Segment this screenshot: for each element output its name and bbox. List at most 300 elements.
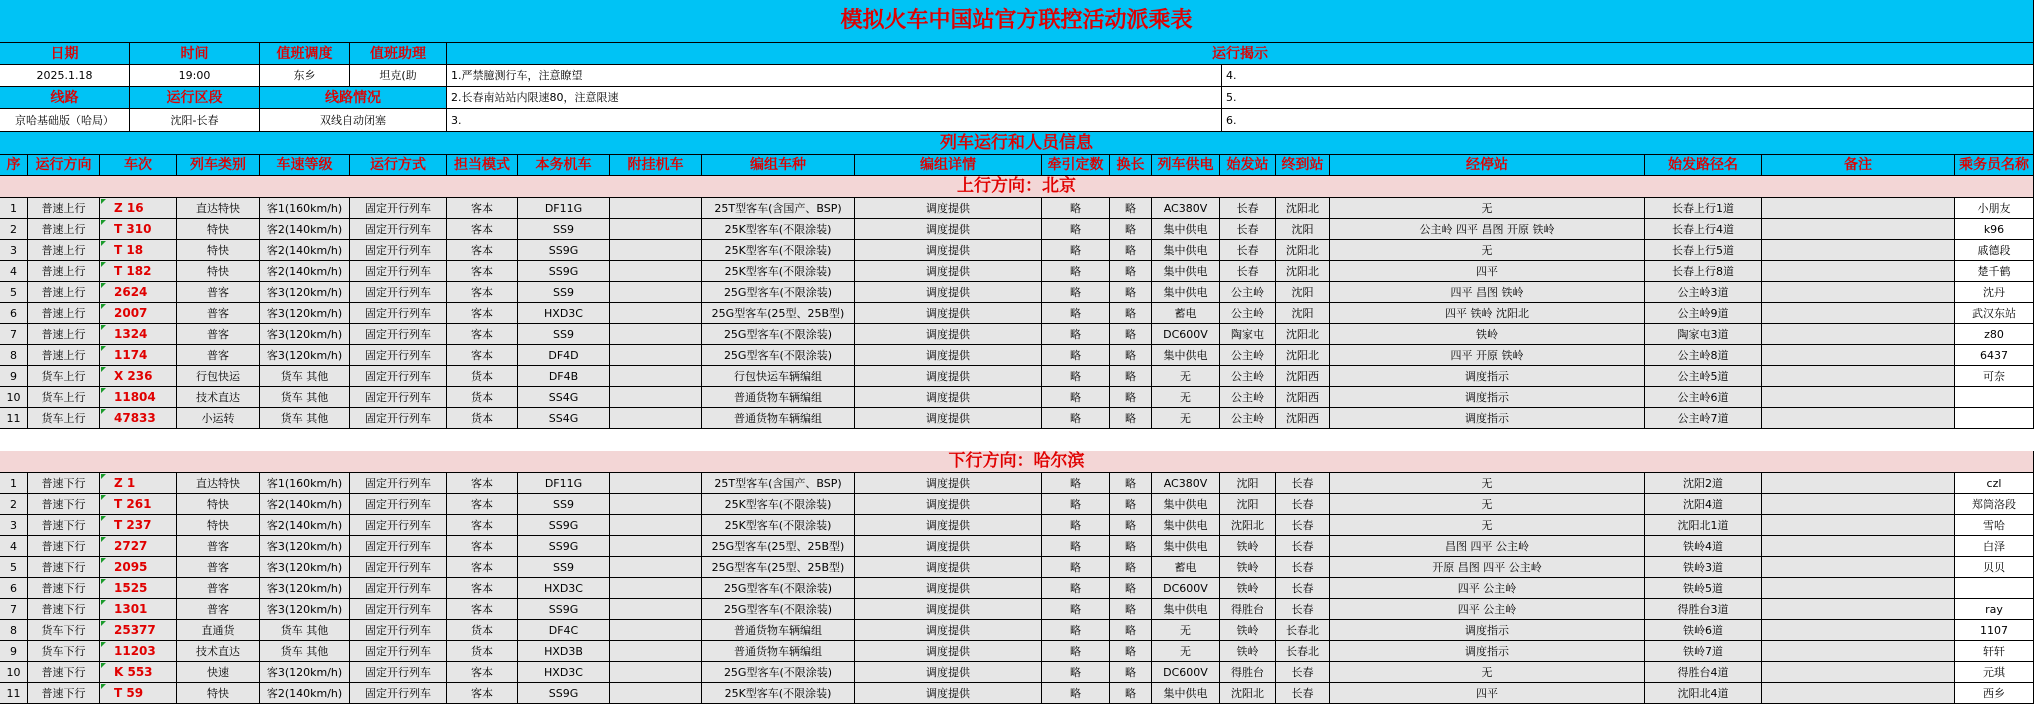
cell-duty-mode[interactable]: 货本 bbox=[447, 408, 518, 429]
cell-train-class[interactable]: 技术直达 bbox=[177, 641, 260, 662]
cell-power-supply[interactable]: 集中供电 bbox=[1152, 515, 1220, 536]
cell-length[interactable]: 略 bbox=[1110, 683, 1152, 704]
cell-seq[interactable]: 10 bbox=[0, 662, 28, 683]
cell-train-class[interactable]: 普客 bbox=[177, 578, 260, 599]
cell-seq[interactable]: 5 bbox=[0, 282, 28, 303]
time-value[interactable]: 19:00 bbox=[130, 65, 260, 87]
cell-direction[interactable]: 普速下行 bbox=[28, 662, 100, 683]
cell-run-mode[interactable]: 固定开行列车 bbox=[350, 557, 447, 578]
cell-duty-mode[interactable]: 客本 bbox=[447, 240, 518, 261]
cell-duty-mode[interactable]: 客本 bbox=[447, 536, 518, 557]
cell-extra-loco[interactable] bbox=[610, 303, 702, 324]
cell-direction[interactable]: 普速上行 bbox=[28, 345, 100, 366]
cell-consist-detail[interactable]: 调度提供 bbox=[855, 240, 1042, 261]
cell-stops[interactable]: 四平 开原 铁岭 bbox=[1330, 345, 1645, 366]
cell-direction[interactable]: 普速下行 bbox=[28, 473, 100, 494]
cell-origin[interactable]: 公主岭 bbox=[1220, 387, 1276, 408]
cell-consist-type[interactable]: 25K型客车(不限涂装) bbox=[702, 261, 855, 282]
cell-train-class[interactable]: 普客 bbox=[177, 536, 260, 557]
cell-origin-track[interactable]: 陶家屯3道 bbox=[1645, 324, 1762, 345]
cell-origin[interactable]: 公主岭 bbox=[1220, 366, 1276, 387]
cell-consist-type[interactable]: 25G型客车(25型、25B型) bbox=[702, 303, 855, 324]
cell-origin-track[interactable]: 铁岭3道 bbox=[1645, 557, 1762, 578]
cell-remarks[interactable] bbox=[1762, 557, 1955, 578]
cell-terminal[interactable]: 长春 bbox=[1276, 578, 1330, 599]
cell-seq[interactable]: 3 bbox=[0, 515, 28, 536]
cell-power-supply[interactable]: 集中供电 bbox=[1152, 240, 1220, 261]
cell-direction[interactable]: 普速上行 bbox=[28, 198, 100, 219]
cell-duty-mode[interactable]: 货本 bbox=[447, 641, 518, 662]
cell-direction[interactable]: 货车上行 bbox=[28, 387, 100, 408]
cell-length[interactable]: 略 bbox=[1110, 324, 1152, 345]
cell-origin-track[interactable]: 得胜台3道 bbox=[1645, 599, 1762, 620]
cell-remarks[interactable] bbox=[1762, 515, 1955, 536]
cell-consist-detail[interactable]: 调度提供 bbox=[855, 345, 1042, 366]
cell-crew-name[interactable]: 沈丹 bbox=[1955, 282, 2034, 303]
cell-origin[interactable]: 铁岭 bbox=[1220, 620, 1276, 641]
cell-crew-name[interactable]: 武汉东站 bbox=[1955, 303, 2034, 324]
cell-power-supply[interactable]: AC380V bbox=[1152, 473, 1220, 494]
cell-direction[interactable]: 货车下行 bbox=[28, 620, 100, 641]
cell-duty-mode[interactable]: 货本 bbox=[447, 620, 518, 641]
cell-terminal[interactable]: 长春 bbox=[1276, 494, 1330, 515]
cell-origin[interactable]: 沈阳北 bbox=[1220, 683, 1276, 704]
cell-extra-loco[interactable] bbox=[610, 662, 702, 683]
cell-main-loco[interactable]: SS9 bbox=[518, 557, 610, 578]
cell-train-no[interactable]: T 310 bbox=[100, 219, 177, 240]
cell-run-mode[interactable]: 固定开行列车 bbox=[350, 282, 447, 303]
cell-tonnage[interactable]: 略 bbox=[1042, 662, 1110, 683]
cell-origin-track[interactable]: 长春上行1道 bbox=[1645, 198, 1762, 219]
cell-run-mode[interactable]: 固定开行列车 bbox=[350, 198, 447, 219]
cell-consist-type[interactable]: 25G型客车(不限涂装) bbox=[702, 282, 855, 303]
cell-remarks[interactable] bbox=[1762, 683, 1955, 704]
cell-seq[interactable]: 4 bbox=[0, 536, 28, 557]
cell-train-class[interactable]: 特快 bbox=[177, 515, 260, 536]
cell-origin[interactable]: 铁岭 bbox=[1220, 641, 1276, 662]
cell-tonnage[interactable]: 略 bbox=[1042, 219, 1110, 240]
cell-train-no[interactable]: T 182 bbox=[100, 261, 177, 282]
cell-train-no[interactable]: T 237 bbox=[100, 515, 177, 536]
cell-main-loco[interactable]: SS9G bbox=[518, 683, 610, 704]
cell-run-mode[interactable]: 固定开行列车 bbox=[350, 303, 447, 324]
cell-run-mode[interactable]: 固定开行列车 bbox=[350, 240, 447, 261]
cell-direction[interactable]: 普速下行 bbox=[28, 683, 100, 704]
cell-train-no[interactable]: 1525 bbox=[100, 578, 177, 599]
cell-tonnage[interactable]: 略 bbox=[1042, 303, 1110, 324]
cell-terminal[interactable]: 沈阳西 bbox=[1276, 387, 1330, 408]
cell-consist-detail[interactable]: 调度提供 bbox=[855, 324, 1042, 345]
cell-main-loco[interactable]: DF11G bbox=[518, 198, 610, 219]
cell-crew-name[interactable]: 轩轩 bbox=[1955, 641, 2034, 662]
cell-train-class[interactable]: 技术直达 bbox=[177, 387, 260, 408]
cell-stops[interactable]: 四平 bbox=[1330, 683, 1645, 704]
cell-train-no[interactable]: 1301 bbox=[100, 599, 177, 620]
cell-consist-type[interactable]: 25K型客车(不限涂装) bbox=[702, 683, 855, 704]
cell-consist-detail[interactable]: 调度提供 bbox=[855, 282, 1042, 303]
cell-extra-loco[interactable] bbox=[610, 240, 702, 261]
cell-stops[interactable]: 公主岭 四平 昌图 开原 铁岭 bbox=[1330, 219, 1645, 240]
cell-duty-mode[interactable]: 客本 bbox=[447, 683, 518, 704]
cell-extra-loco[interactable] bbox=[610, 282, 702, 303]
cell-extra-loco[interactable] bbox=[610, 557, 702, 578]
cell-crew-name[interactable]: k96 bbox=[1955, 219, 2034, 240]
cell-crew-name[interactable]: 贝贝 bbox=[1955, 557, 2034, 578]
cell-crew-name[interactable]: 1107 bbox=[1955, 620, 2034, 641]
cell-length[interactable]: 略 bbox=[1110, 240, 1152, 261]
cell-remarks[interactable] bbox=[1762, 219, 1955, 240]
cell-speed-grade[interactable]: 货车 其他 bbox=[260, 620, 350, 641]
cell-main-loco[interactable]: SS4G bbox=[518, 387, 610, 408]
cell-length[interactable]: 略 bbox=[1110, 303, 1152, 324]
cell-seq[interactable]: 1 bbox=[0, 473, 28, 494]
cell-consist-detail[interactable]: 调度提供 bbox=[855, 473, 1042, 494]
cell-power-supply[interactable]: 集中供电 bbox=[1152, 282, 1220, 303]
cell-terminal[interactable]: 沈阳北 bbox=[1276, 240, 1330, 261]
cell-stops[interactable]: 无 bbox=[1330, 473, 1645, 494]
notice-3[interactable]: 3. bbox=[447, 109, 1222, 132]
cell-origin-track[interactable]: 沈阳北1道 bbox=[1645, 515, 1762, 536]
cell-train-class[interactable]: 特快 bbox=[177, 219, 260, 240]
cell-consist-detail[interactable]: 调度提供 bbox=[855, 494, 1042, 515]
cell-origin[interactable]: 公主岭 bbox=[1220, 345, 1276, 366]
cell-extra-loco[interactable] bbox=[610, 198, 702, 219]
cell-extra-loco[interactable] bbox=[610, 473, 702, 494]
cell-origin-track[interactable]: 沈阳4道 bbox=[1645, 494, 1762, 515]
section-value[interactable]: 沈阳-长春 bbox=[130, 109, 260, 132]
cell-speed-grade[interactable]: 客2(140km/h) bbox=[260, 261, 350, 282]
cell-terminal[interactable]: 沈阳北 bbox=[1276, 198, 1330, 219]
cell-origin[interactable]: 得胜台 bbox=[1220, 599, 1276, 620]
cell-speed-grade[interactable]: 客3(120km/h) bbox=[260, 578, 350, 599]
cell-tonnage[interactable]: 略 bbox=[1042, 345, 1110, 366]
cell-main-loco[interactable]: SS9 bbox=[518, 219, 610, 240]
cell-power-supply[interactable]: 无 bbox=[1152, 387, 1220, 408]
cell-train-class[interactable]: 特快 bbox=[177, 240, 260, 261]
cell-stops[interactable]: 四平 昌图 铁岭 bbox=[1330, 282, 1645, 303]
cell-train-no[interactable]: 11804 bbox=[100, 387, 177, 408]
cell-origin-track[interactable]: 公主岭3道 bbox=[1645, 282, 1762, 303]
cell-tonnage[interactable]: 略 bbox=[1042, 473, 1110, 494]
cell-length[interactable]: 略 bbox=[1110, 515, 1152, 536]
cell-stops[interactable]: 开原 昌图 四平 公主岭 bbox=[1330, 557, 1645, 578]
cell-seq[interactable]: 7 bbox=[0, 324, 28, 345]
cell-crew-name[interactable] bbox=[1955, 408, 2034, 429]
cell-speed-grade[interactable]: 客1(160km/h) bbox=[260, 198, 350, 219]
cell-stops[interactable]: 调度指示 bbox=[1330, 366, 1645, 387]
cell-crew-name[interactable]: 戚德段 bbox=[1955, 240, 2034, 261]
cell-origin-track[interactable]: 长春上行5道 bbox=[1645, 240, 1762, 261]
cell-run-mode[interactable]: 固定开行列车 bbox=[350, 620, 447, 641]
cell-consist-type[interactable]: 25K型客车(不限涂装) bbox=[702, 219, 855, 240]
cell-origin-track[interactable]: 长春上行8道 bbox=[1645, 261, 1762, 282]
cell-train-class[interactable]: 普客 bbox=[177, 303, 260, 324]
cell-train-no[interactable]: 2095 bbox=[100, 557, 177, 578]
notice-2[interactable]: 2.长春南站站内限速80，注意限速 bbox=[447, 87, 1222, 109]
cell-length[interactable]: 略 bbox=[1110, 366, 1152, 387]
notice-6[interactable]: 6. bbox=[1222, 109, 2034, 132]
cell-tonnage[interactable]: 略 bbox=[1042, 641, 1110, 662]
cell-consist-detail[interactable]: 调度提供 bbox=[855, 599, 1042, 620]
cell-tonnage[interactable]: 略 bbox=[1042, 324, 1110, 345]
cell-remarks[interactable] bbox=[1762, 387, 1955, 408]
cell-power-supply[interactable]: AC380V bbox=[1152, 198, 1220, 219]
cell-length[interactable]: 略 bbox=[1110, 536, 1152, 557]
cell-stops[interactable]: 无 bbox=[1330, 494, 1645, 515]
cell-remarks[interactable] bbox=[1762, 494, 1955, 515]
cell-tonnage[interactable]: 略 bbox=[1042, 494, 1110, 515]
cell-crew-name[interactable]: z80 bbox=[1955, 324, 2034, 345]
cell-origin[interactable]: 长春 bbox=[1220, 219, 1276, 240]
notice-4[interactable]: 4. bbox=[1222, 65, 2034, 87]
cell-remarks[interactable] bbox=[1762, 345, 1955, 366]
cell-length[interactable]: 略 bbox=[1110, 494, 1152, 515]
cell-train-class[interactable]: 特快 bbox=[177, 494, 260, 515]
cell-seq[interactable]: 6 bbox=[0, 303, 28, 324]
cell-main-loco[interactable]: DF11G bbox=[518, 473, 610, 494]
cell-main-loco[interactable]: HXD3B bbox=[518, 641, 610, 662]
cell-train-no[interactable]: 25377 bbox=[100, 620, 177, 641]
cell-run-mode[interactable]: 固定开行列车 bbox=[350, 515, 447, 536]
cell-stops[interactable]: 调度指示 bbox=[1330, 641, 1645, 662]
cell-speed-grade[interactable]: 客3(120km/h) bbox=[260, 324, 350, 345]
cell-stops[interactable]: 昌图 四平 公主岭 bbox=[1330, 536, 1645, 557]
cell-power-supply[interactable]: 集中供电 bbox=[1152, 494, 1220, 515]
cell-train-no[interactable]: Z 16 bbox=[100, 198, 177, 219]
cell-consist-detail[interactable]: 调度提供 bbox=[855, 536, 1042, 557]
cell-power-supply[interactable]: 蓄电 bbox=[1152, 303, 1220, 324]
cell-power-supply[interactable]: 集中供电 bbox=[1152, 536, 1220, 557]
cell-consist-detail[interactable]: 调度提供 bbox=[855, 261, 1042, 282]
cell-speed-grade[interactable]: 货车 其他 bbox=[260, 641, 350, 662]
cell-speed-grade[interactable]: 客3(120km/h) bbox=[260, 282, 350, 303]
cell-tonnage[interactable]: 略 bbox=[1042, 557, 1110, 578]
cell-tonnage[interactable]: 略 bbox=[1042, 282, 1110, 303]
cell-power-supply[interactable]: 无 bbox=[1152, 620, 1220, 641]
cell-consist-detail[interactable]: 调度提供 bbox=[855, 620, 1042, 641]
cell-length[interactable]: 略 bbox=[1110, 345, 1152, 366]
cell-duty-mode[interactable]: 客本 bbox=[447, 494, 518, 515]
cell-length[interactable]: 略 bbox=[1110, 662, 1152, 683]
cell-train-class[interactable]: 直达特快 bbox=[177, 473, 260, 494]
cell-train-no[interactable]: T 59 bbox=[100, 683, 177, 704]
cell-run-mode[interactable]: 固定开行列车 bbox=[350, 408, 447, 429]
cell-crew-name[interactable]: 西乡 bbox=[1955, 683, 2034, 704]
cell-train-no[interactable]: 1174 bbox=[100, 345, 177, 366]
cell-consist-type[interactable]: 25G型客车(不限涂装) bbox=[702, 599, 855, 620]
cell-remarks[interactable] bbox=[1762, 198, 1955, 219]
cell-power-supply[interactable]: 蓄电 bbox=[1152, 557, 1220, 578]
cell-terminal[interactable]: 沈阳 bbox=[1276, 282, 1330, 303]
cell-seq[interactable]: 1 bbox=[0, 198, 28, 219]
cell-power-supply[interactable]: 集中供电 bbox=[1152, 345, 1220, 366]
cell-crew-name[interactable]: 雪哈 bbox=[1955, 515, 2034, 536]
cell-train-no[interactable]: X 236 bbox=[100, 366, 177, 387]
cell-run-mode[interactable]: 固定开行列车 bbox=[350, 345, 447, 366]
cell-extra-loco[interactable] bbox=[610, 366, 702, 387]
cell-terminal[interactable]: 长春 bbox=[1276, 557, 1330, 578]
cell-extra-loco[interactable] bbox=[610, 683, 702, 704]
cell-run-mode[interactable]: 固定开行列车 bbox=[350, 536, 447, 557]
cell-duty-mode[interactable]: 客本 bbox=[447, 578, 518, 599]
cell-duty-mode[interactable]: 客本 bbox=[447, 219, 518, 240]
cell-consist-detail[interactable]: 调度提供 bbox=[855, 641, 1042, 662]
cell-duty-mode[interactable]: 客本 bbox=[447, 515, 518, 536]
cell-consist-type[interactable]: 普通货物车辆编组 bbox=[702, 408, 855, 429]
cell-consist-type[interactable]: 25G型客车(25型、25B型) bbox=[702, 536, 855, 557]
cell-power-supply[interactable]: 集中供电 bbox=[1152, 683, 1220, 704]
cell-origin-track[interactable]: 公主岭5道 bbox=[1645, 366, 1762, 387]
cell-speed-grade[interactable]: 客2(140km/h) bbox=[260, 240, 350, 261]
cell-extra-loco[interactable] bbox=[610, 515, 702, 536]
cell-tonnage[interactable]: 略 bbox=[1042, 536, 1110, 557]
cell-direction[interactable]: 普速下行 bbox=[28, 557, 100, 578]
cell-length[interactable]: 略 bbox=[1110, 620, 1152, 641]
cell-tonnage[interactable]: 略 bbox=[1042, 408, 1110, 429]
cell-train-no[interactable]: 2727 bbox=[100, 536, 177, 557]
cell-remarks[interactable] bbox=[1762, 599, 1955, 620]
cell-consist-type[interactable]: 25K型客车(不限涂装) bbox=[702, 240, 855, 261]
cell-stops[interactable]: 调度指示 bbox=[1330, 408, 1645, 429]
cell-main-loco[interactable]: HXD3C bbox=[518, 662, 610, 683]
cell-length[interactable]: 略 bbox=[1110, 641, 1152, 662]
cell-consist-detail[interactable]: 调度提供 bbox=[855, 578, 1042, 599]
cell-origin[interactable]: 得胜台 bbox=[1220, 662, 1276, 683]
cell-direction[interactable]: 普速上行 bbox=[28, 324, 100, 345]
cell-extra-loco[interactable] bbox=[610, 578, 702, 599]
cell-origin[interactable]: 陶家屯 bbox=[1220, 324, 1276, 345]
cell-extra-loco[interactable] bbox=[610, 494, 702, 515]
cell-main-loco[interactable]: SS9G bbox=[518, 261, 610, 282]
cell-tonnage[interactable]: 略 bbox=[1042, 515, 1110, 536]
cell-run-mode[interactable]: 固定开行列车 bbox=[350, 494, 447, 515]
cell-extra-loco[interactable] bbox=[610, 387, 702, 408]
cell-main-loco[interactable]: SS9G bbox=[518, 536, 610, 557]
cell-origin[interactable]: 长春 bbox=[1220, 198, 1276, 219]
cell-direction[interactable]: 货车下行 bbox=[28, 641, 100, 662]
cell-speed-grade[interactable]: 货车 其他 bbox=[260, 387, 350, 408]
notice-5[interactable]: 5. bbox=[1222, 87, 2034, 109]
cell-duty-mode[interactable]: 货本 bbox=[447, 366, 518, 387]
cell-origin[interactable]: 铁岭 bbox=[1220, 557, 1276, 578]
cell-duty-mode[interactable]: 客本 bbox=[447, 557, 518, 578]
cell-direction[interactable]: 普速上行 bbox=[28, 219, 100, 240]
cell-length[interactable]: 略 bbox=[1110, 557, 1152, 578]
cell-train-class[interactable]: 小运转 bbox=[177, 408, 260, 429]
cell-origin-track[interactable]: 铁岭6道 bbox=[1645, 620, 1762, 641]
cell-train-class[interactable]: 普客 bbox=[177, 324, 260, 345]
cell-consist-detail[interactable]: 调度提供 bbox=[855, 219, 1042, 240]
cell-train-class[interactable]: 快速 bbox=[177, 662, 260, 683]
cell-seq[interactable]: 9 bbox=[0, 641, 28, 662]
cell-terminal[interactable]: 沈阳西 bbox=[1276, 366, 1330, 387]
cell-direction[interactable]: 普速上行 bbox=[28, 282, 100, 303]
cell-speed-grade[interactable]: 货车 其他 bbox=[260, 408, 350, 429]
cell-terminal[interactable]: 长春北 bbox=[1276, 620, 1330, 641]
cell-consist-type[interactable]: 25G型客车(不限涂装) bbox=[702, 345, 855, 366]
cell-duty-mode[interactable]: 客本 bbox=[447, 324, 518, 345]
cell-consist-type[interactable]: 普通货物车辆编组 bbox=[702, 387, 855, 408]
cell-consist-detail[interactable]: 调度提供 bbox=[855, 662, 1042, 683]
cell-seq[interactable]: 6 bbox=[0, 578, 28, 599]
cell-terminal[interactable]: 长春 bbox=[1276, 536, 1330, 557]
cell-consist-detail[interactable]: 调度提供 bbox=[855, 366, 1042, 387]
cell-origin-track[interactable]: 公主岭8道 bbox=[1645, 345, 1762, 366]
cell-remarks[interactable] bbox=[1762, 240, 1955, 261]
cell-run-mode[interactable]: 固定开行列车 bbox=[350, 599, 447, 620]
cell-seq[interactable]: 7 bbox=[0, 599, 28, 620]
cell-direction[interactable]: 普速上行 bbox=[28, 240, 100, 261]
cell-extra-loco[interactable] bbox=[610, 408, 702, 429]
cell-consist-type[interactable]: 普通货物车辆编组 bbox=[702, 620, 855, 641]
cell-duty-mode[interactable]: 客本 bbox=[447, 261, 518, 282]
cell-crew-name[interactable]: 郑筒洛段 bbox=[1955, 494, 2034, 515]
cell-speed-grade[interactable]: 客3(120km/h) bbox=[260, 345, 350, 366]
cell-train-no[interactable]: T 261 bbox=[100, 494, 177, 515]
cell-origin-track[interactable]: 铁岭7道 bbox=[1645, 641, 1762, 662]
cell-origin-track[interactable]: 公主岭9道 bbox=[1645, 303, 1762, 324]
cell-terminal[interactable]: 沈阳北 bbox=[1276, 324, 1330, 345]
cell-stops[interactable]: 调度指示 bbox=[1330, 620, 1645, 641]
cell-extra-loco[interactable] bbox=[610, 536, 702, 557]
cell-origin[interactable]: 公主岭 bbox=[1220, 408, 1276, 429]
cell-train-no[interactable]: T 18 bbox=[100, 240, 177, 261]
cell-origin-track[interactable]: 公主岭6道 bbox=[1645, 387, 1762, 408]
cell-length[interactable]: 略 bbox=[1110, 261, 1152, 282]
cell-stops[interactable]: 无 bbox=[1330, 515, 1645, 536]
cell-stops[interactable]: 调度指示 bbox=[1330, 387, 1645, 408]
cell-length[interactable]: 略 bbox=[1110, 408, 1152, 429]
cell-consist-type[interactable]: 25G型客车(不限涂装) bbox=[702, 578, 855, 599]
cell-consist-detail[interactable]: 调度提供 bbox=[855, 683, 1042, 704]
cell-remarks[interactable] bbox=[1762, 473, 1955, 494]
cell-run-mode[interactable]: 固定开行列车 bbox=[350, 366, 447, 387]
cell-consist-type[interactable]: 25K型客车(不限涂装) bbox=[702, 494, 855, 515]
cell-direction[interactable]: 普速上行 bbox=[28, 303, 100, 324]
cell-crew-name[interactable]: 白泽 bbox=[1955, 536, 2034, 557]
cell-duty-mode[interactable]: 客本 bbox=[447, 473, 518, 494]
cell-main-loco[interactable]: HXD3C bbox=[518, 578, 610, 599]
condition-value[interactable]: 双线自动闭塞 bbox=[260, 109, 447, 132]
cell-seq[interactable]: 11 bbox=[0, 408, 28, 429]
cell-direction[interactable]: 普速下行 bbox=[28, 599, 100, 620]
cell-seq[interactable]: 4 bbox=[0, 261, 28, 282]
cell-main-loco[interactable]: SS9G bbox=[518, 515, 610, 536]
cell-speed-grade[interactable]: 客1(160km/h) bbox=[260, 473, 350, 494]
cell-run-mode[interactable]: 固定开行列车 bbox=[350, 219, 447, 240]
cell-main-loco[interactable]: SS9 bbox=[518, 282, 610, 303]
cell-origin[interactable]: 铁岭 bbox=[1220, 578, 1276, 599]
cell-train-no[interactable]: 2007 bbox=[100, 303, 177, 324]
cell-duty-mode[interactable]: 客本 bbox=[447, 282, 518, 303]
cell-stops[interactable]: 无 bbox=[1330, 198, 1645, 219]
cell-train-class[interactable]: 普客 bbox=[177, 345, 260, 366]
cell-origin-track[interactable]: 长春上行4道 bbox=[1645, 219, 1762, 240]
cell-train-class[interactable]: 直通货 bbox=[177, 620, 260, 641]
cell-speed-grade[interactable]: 客3(120km/h) bbox=[260, 303, 350, 324]
cell-stops[interactable]: 无 bbox=[1330, 240, 1645, 261]
cell-power-supply[interactable]: DC600V bbox=[1152, 578, 1220, 599]
cell-consist-detail[interactable]: 调度提供 bbox=[855, 408, 1042, 429]
cell-run-mode[interactable]: 固定开行列车 bbox=[350, 641, 447, 662]
cell-origin[interactable]: 沈阳北 bbox=[1220, 515, 1276, 536]
cell-crew-name[interactable]: 6437 bbox=[1955, 345, 2034, 366]
cell-duty-mode[interactable]: 客本 bbox=[447, 303, 518, 324]
cell-extra-loco[interactable] bbox=[610, 261, 702, 282]
cell-tonnage[interactable]: 略 bbox=[1042, 198, 1110, 219]
cell-train-class[interactable]: 行包快运 bbox=[177, 366, 260, 387]
cell-main-loco[interactable]: HXD3C bbox=[518, 303, 610, 324]
